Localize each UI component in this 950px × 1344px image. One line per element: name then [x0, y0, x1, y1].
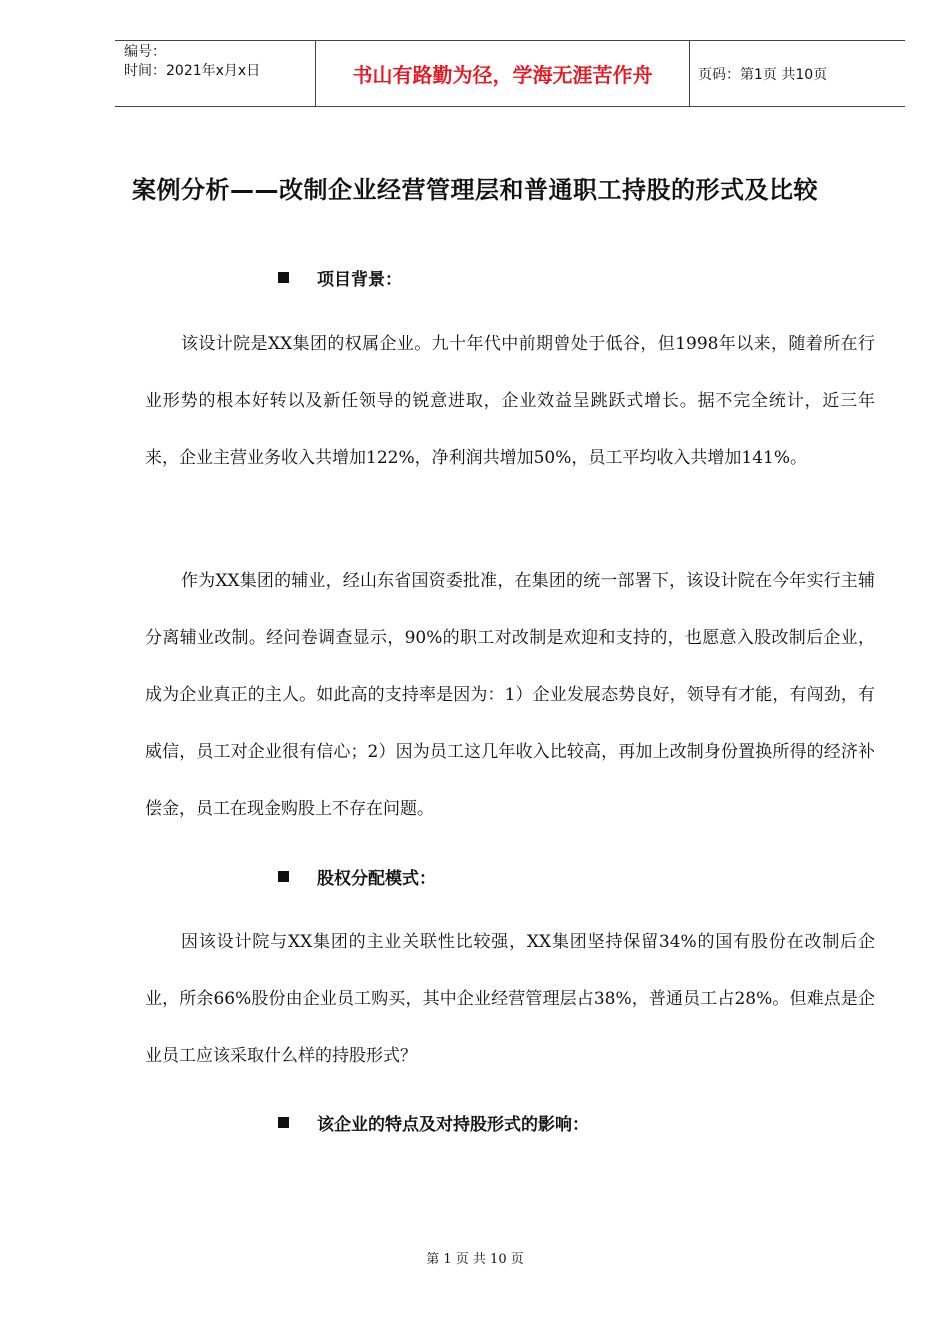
header-motto-cell	[316, 41, 690, 106]
time-label: 时间：2021年x月x日	[124, 63, 261, 79]
square-bullet-icon	[278, 272, 289, 283]
header-page-cell	[690, 41, 905, 106]
section-heading-equity	[278, 864, 436, 889]
paragraph-background-2: 作为XX集团的辅业，经山东省国资委批准，在集团的统一部署下，该设计院在今年实行主辅分离辅业改制。经问卷调查显示，90%的职工对改制是欢迎和支持的，也愿意入股改制后企业，成为企业真正的主人。如此高的支持率是因为：1）企业发展态势良好，领导有才能，有闯劲，有威信，员工对企业很有信心；2）因为员工这几年收入比较高，再加上改制身份置换所得的经济补偿金，员工在现金购股上不存在问题。	[145, 571, 875, 819]
number-label: 编号：	[124, 44, 166, 60]
paragraph-background-1: 该设计院是XX集团的权属企业。九十年代中前期曾处于低谷，但1998年以来，随着所在行业形势的根本好转以及新任领导的锐意进取，企业效益呈跳跃式增长。据不完全统计，近三年来，企业主营业务收入共增加122%，净利润共增加50%，员工平均收入共增加141%。	[145, 334, 875, 468]
document-title: 案例分析——改制企业经营管理层和普通职工持股的形式及比较	[132, 176, 818, 204]
header-table	[115, 40, 905, 107]
square-bullet-icon	[278, 871, 289, 882]
section-heading-features	[278, 1110, 589, 1135]
page-footer: 第 1 页 共 10 页	[426, 1252, 524, 1267]
section-heading-text: 股权分配模式：	[317, 869, 436, 889]
section-heading-text: 项目背景：	[317, 270, 402, 290]
section-heading-text: 该企业的特点及对持股形式的影响：	[317, 1115, 589, 1135]
square-bullet-icon	[278, 1117, 289, 1128]
paragraph-equity-1: 因该设计院与XX集团的主业关联性比较强，XX集团坚持保留34%的国有股份在改制后企业，所余66%股份由企业员工购买，其中企业经营管理层占38%，普通员工占28%。但难点是企业员工应该采取什么样的持股形式？	[145, 932, 875, 1066]
motto-text: 书山有路勤为径，学海无涯苦作舟	[352, 63, 653, 87]
header-meta-cell	[115, 41, 316, 106]
section-heading-background	[278, 265, 402, 290]
page-info: 页码：第1页 共10页	[698, 66, 828, 83]
